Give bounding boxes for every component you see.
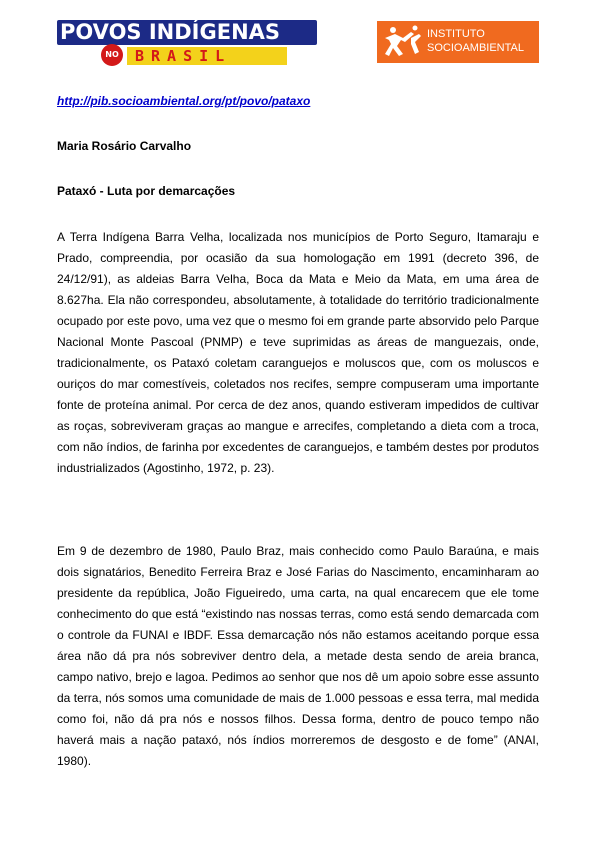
povos-logo-brasil: BRASIL — [127, 47, 287, 65]
source-url-link[interactable]: http://pib.socioambiental.org/pt/povo/pataxo — [57, 94, 311, 108]
author-name: Maria Rosário Carvalho — [57, 139, 192, 153]
isa-logo-line1: INSTITUTO — [427, 28, 485, 40]
isa-figure-icon — [381, 24, 425, 60]
paragraph-2: Em 9 de dezembro de 1980, Paulo Braz, mais conhecido como Paulo Baraúna, e mais dois signatários, Benedito Ferreira Braz e José Farias do Nascimento, encaminharam ao presidente da república, João Figueiredo, uma carta, na qual encarecem que ele tome conhecimento do que está “existindo nas nossas terras, como está sendo demarcada com o controle da FUNAI e IBDF. Essa demarcação nós não estamos aceitando porque essa área não dá pra nós sobreviver dentro dela, a metade desta sendo de areia branca, campo nativo, brejo e lagoa. Pedimos ao senhor que nos dê um apoio sobre esse assunto da terra, nós somos uma comunidade de mais de 1.000 pessoas e essa terra, mal medida como foi, não dá pra nós e nossos filhos. Dessa forma, dentro de pouco tempo não haverá mais a nação pataxó, nós índios morreremos de desgosto e de fome” (ANAI, 1980). — [57, 544, 539, 768]
paragraph-1: A Terra Indígena Barra Velha, localizada nos municípios de Porto Seguro, Itamaraju e Prado, compreendia, por ocasião da sua homologação em 1991 (decreto 396, de 24/12/91), as aldeias Barra Velha, Boca da Mata e Meio da Mata, em uma área de 8.627ha. Ela não correspondeu, absolutamente, à totalidade do território tradicionalmente ocupado por este povo, uma vez que o mesmo foi em grande parte absorvido pelo Parque Nacional Monte Pascoal (PNMP) e teve suprimidas as áreas de manguezais, onde, tradicionalmente, os Pataxó coletam caranguejos e moluscos que, com os moluscos e ouriços do mar comestíveis, coletados nos recifes, sempre compuseram uma importante fonte de proteína animal. Por cerca de dez anos, quando estiveram impedidos de cultivar as roças, sobreviveram graças ao mangue e arrecifes, completando a dieta com a troca, com não índios, de farinha por excedentes de caranguejos, e também destes por produtos industrializados (Agostinho, 1972, p. 23). — [57, 230, 539, 475]
document-title: Pataxó - Luta por demarcações — [57, 184, 236, 198]
povos-indigenas-logo — [57, 20, 317, 66]
isa-logo-text — [427, 27, 524, 55]
povos-logo-subtitle — [101, 44, 317, 66]
povos-logo-title: POVOS INDÍGENAS — [57, 20, 317, 45]
isa-logo-line2: SOCIOAMBIENTAL — [427, 42, 524, 54]
povos-logo-no: NO — [101, 44, 123, 66]
instituto-socioambiental-logo — [377, 21, 539, 63]
